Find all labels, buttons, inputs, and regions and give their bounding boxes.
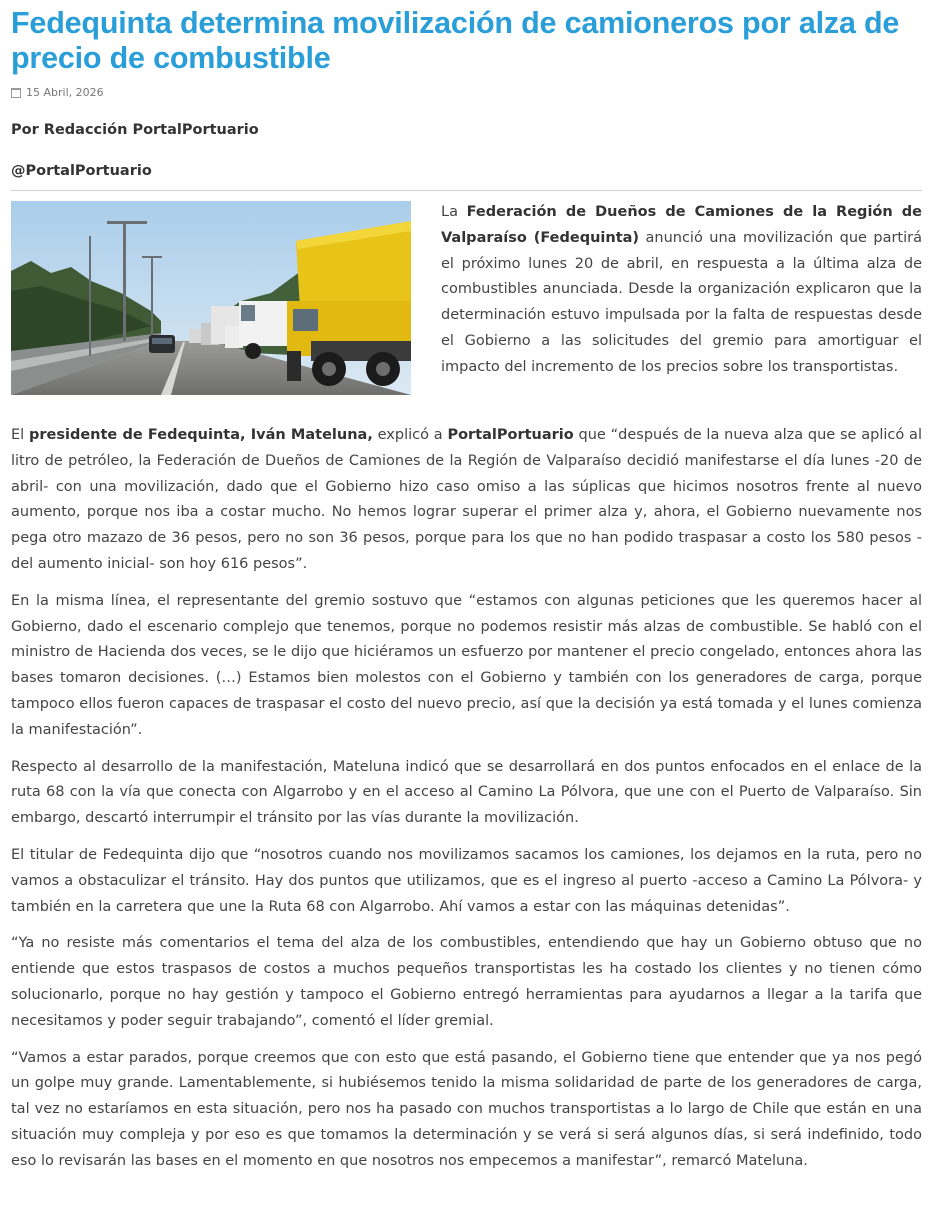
p1-bold-president: presidente de Fedequinta, Iván Mateluna, xyxy=(28,427,373,443)
p1-text-3: que “después de la nueva alza que se aplicó al litro de petróleo, la Federación de Dueños de Camiones de la Región de Valparaíso decidió manifestarse el día lunes -20 de abril- con una movilización, dado que el Gobierno hizo caso omiso a las súplicas que hicimos nosotros frente al nuevo aumento, porque nos iba a costar mucho. No hemos lograr superar el primer alza y, ahora, el Gobierno nuevamente nos pega otro mazazo de 36 pesos, pero no son 36 pesos, porque para los que no han podido traspasar a costo los 580 pesos -del aumento inicial- son hoy 616 pesos”. xyxy=(11,427,922,572)
p1-text-2: explicó a xyxy=(372,427,448,443)
article xyxy=(11,0,922,1186)
p1-text-1: El xyxy=(11,427,29,443)
p1-bold-portal: PortalPortuario xyxy=(447,427,574,443)
lead-text-2: anunció una movilización que partirá el próximo lunes 20 de abril, en respuesta a la última alza de combustibles anunciada. Desde la organización explicaron que la determinación estuvo impulsada por la falta de respuestas desde el Gobierno a las solicitudes del gremio para amortiguar el impacto del incremento de los precios sobre los transportistas. xyxy=(441,229,922,375)
lead-section xyxy=(11,201,922,401)
paragraph-5: “Ya no resiste más comentarios el tema del alza de los combustibles, entendiendo que hay un Gobierno obtuso que no entiende que estos traspasos de costos a muchos pequeños transportistas les ha costado los clientes y no tienen cómo solucionarlo, porque no hay gestión y tampoco el Gobierno entregó herramientas para ayudarnos a llegar a la tarifa que necesitamos y poder seguir trabajando”, comentó el líder gremial. xyxy=(11,935,922,1029)
twitter-handle[interactable]: @PortalPortuario xyxy=(11,163,152,179)
trucks-on-highway-image xyxy=(11,201,411,395)
lead-text-1: La xyxy=(441,204,467,220)
lead-bold-organization: Federación de Dueños de Camiones de la Región de Valparaíso (Fedequinta) xyxy=(441,204,922,246)
paragraph-1 xyxy=(11,423,922,578)
article-photo xyxy=(11,201,411,395)
lead-paragraph xyxy=(441,200,922,381)
calendar-icon xyxy=(11,88,21,98)
byline: Por Redacción PortalPortuario xyxy=(11,122,259,138)
divider xyxy=(11,190,922,191)
paragraph-6: “Vamos a estar parados, porque creemos que con esto que está pasando, el Gobierno tiene que entender que ya nos pegó un golpe muy grande. Lamentablemente, si hubiésemos tenido la misma solidaridad de parte de los generadores de carga, tal vez no estaríamos en esta situación, pero nos ha pasado con muchos transportistas a lo largo de Chile que están en una situación muy compleja y por eso es que tomamos la determinación y se verá si será algunos días, si será indefinido, todo eso lo revisarán las bases en el momento en que nosotros nos empecemos a manifestar”, remarcó Mateluna. xyxy=(11,1049,922,1169)
paragraph-3: Respecto al desarrollo de la manifestación, Mateluna indicó que se desarrollará en dos puntos enfocados en el enlace de la ruta 68 con la vía que conecta con Algarrobo y en el acceso al Camino La Pólvora, que une con el Puerto de Valparaíso. Sin embargo, descartó interrumpir el tránsito por las vías durante la movilización. xyxy=(11,758,922,827)
paragraph-2: En la misma línea, el representante del gremio sostuvo que “estamos con algunas peticiones que les queremos hacer al Gobierno, dado el escenario complejo que tenemos, porque no podemos resistir más alzas de combustible. Se habló con el ministro de Hacienda dos veces, se le dijo que hiciéramos un esfuerzo por mantener el precio congelado, entonces ahora las bases tomaron decisiones. (…) Estamos bien molestos con el Gobierno y también con los generadores de carga, porque tampoco ellos fueron capaces de traspasar el costo del nuevo precio, así que la decisión ya está tomada y el lunes comienza la manifestación”. xyxy=(11,592,922,738)
date-text: 15 Abril, 2026 xyxy=(26,86,104,99)
paragraph-4: El titular de Fedequinta dijo que “nosotros cuando nos movilizamos sacamos los camiones, los dejamos en la ruta, pero no vamos a obstaculizar el tránsito. Hay dos puntos que utilizamos, que es el ingreso al puerto -acceso a Camino La Pólvora- y también en la carretera que une la Ruta 68 con Algarrobo. Ahí vamos a estar con las máquinas detenidas”. xyxy=(11,846,922,915)
article-body xyxy=(11,423,922,1175)
article-date xyxy=(11,85,922,101)
article-title: Fedequinta determina movilización de camioneros por alza de precio de combustible xyxy=(11,6,900,75)
